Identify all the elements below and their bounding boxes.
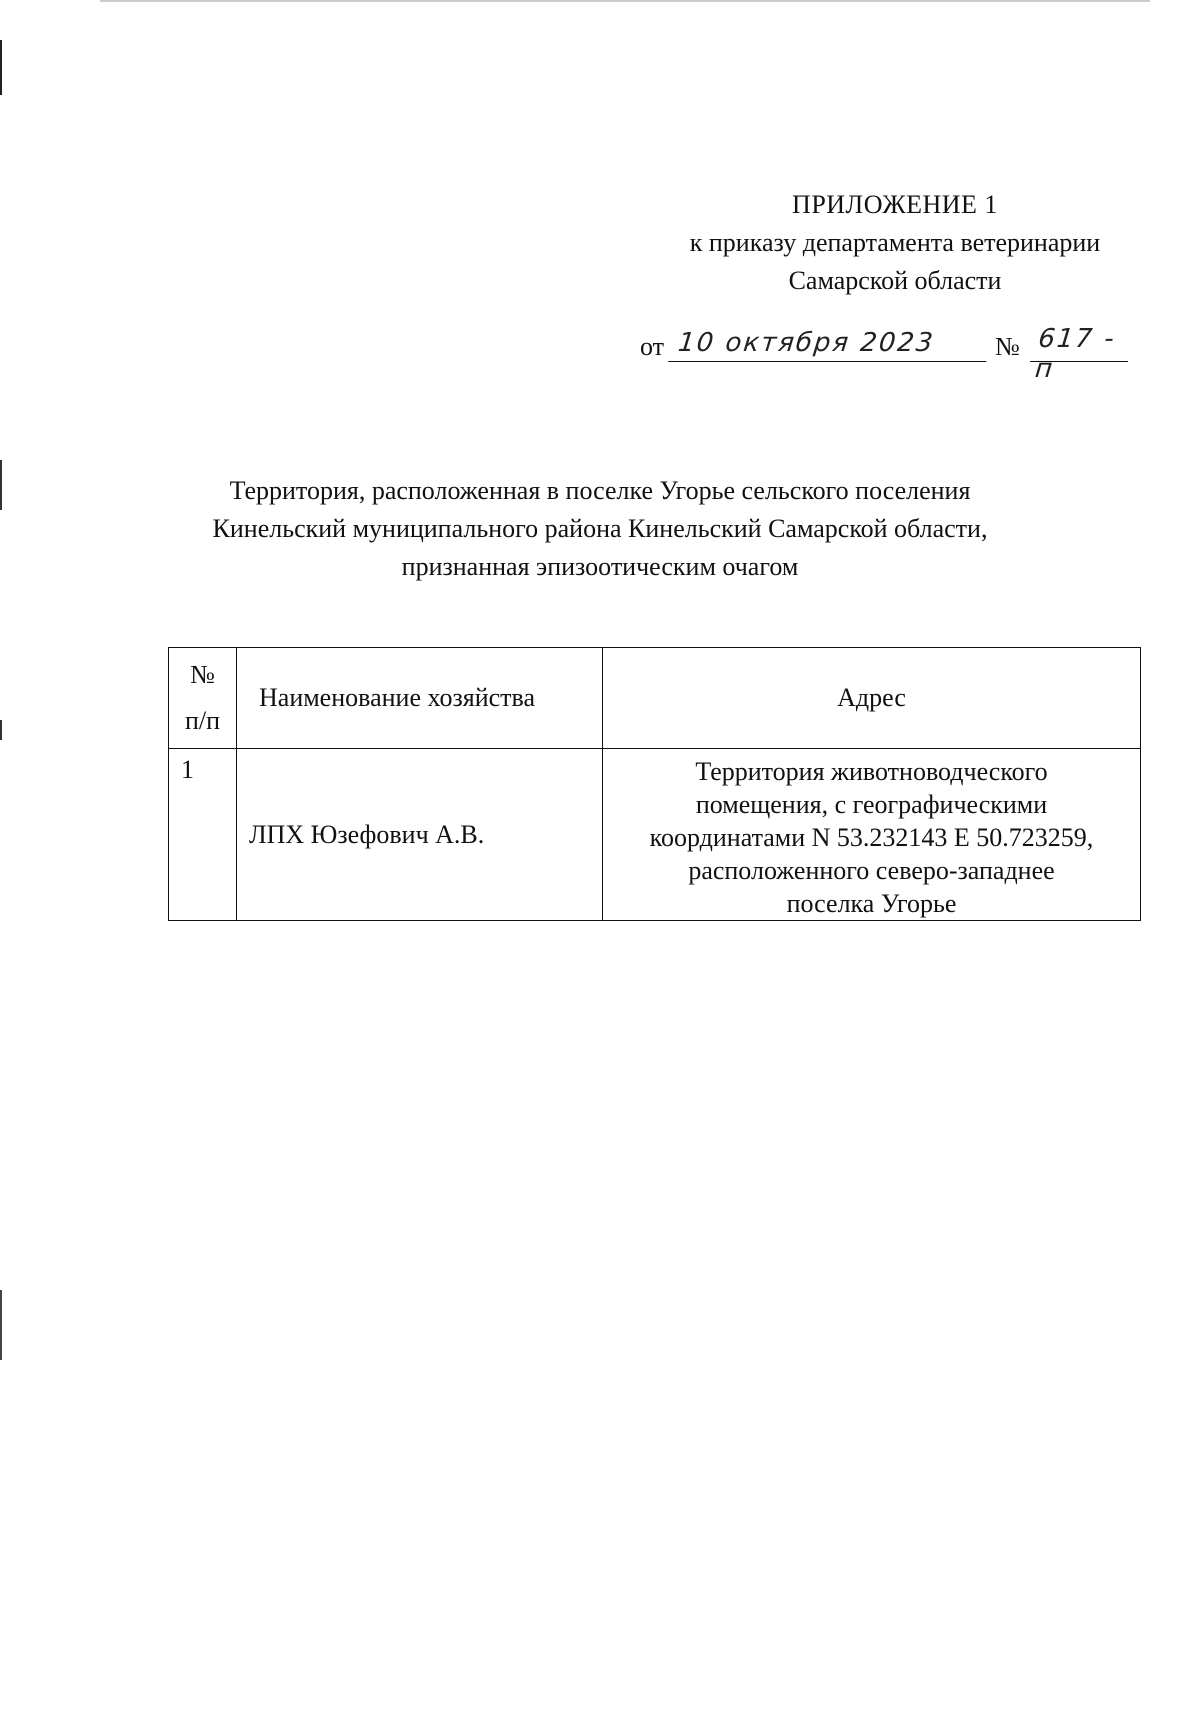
- scan-edge-top: [0, 0, 1200, 2]
- header-number: № п/п: [169, 648, 237, 749]
- order-number-label: №: [995, 332, 1020, 361]
- row-number: 1: [169, 749, 237, 921]
- address-line: расположенного северо-западнее: [688, 856, 1055, 885]
- address-line: координатами N 53.232143 E 50.723259,: [649, 823, 1094, 852]
- table-row: [169, 749, 1141, 921]
- row-farm-name: ЛПХ Юзефович А.В.: [237, 749, 603, 921]
- address-line: помещения, с географическими: [695, 790, 1048, 819]
- scan-edge-left: [0, 40, 2, 1360]
- appendix-order-reference: к приказу департамента ветеринарии: [689, 228, 1101, 257]
- document-title: [160, 472, 1040, 586]
- title-line-3: признанная эпизоотическим очагом: [401, 552, 799, 581]
- order-date-handwritten: 10 октября 2023: [668, 328, 990, 362]
- appendix-number: ПРИЛОЖЕНИЕ 1: [792, 190, 998, 219]
- appendix-region: Самарской области: [788, 266, 1002, 295]
- row-address: [603, 749, 1141, 921]
- order-line: [640, 324, 1130, 384]
- address-line: Территория животноводческого: [695, 757, 1048, 786]
- farms-table: [168, 647, 1141, 921]
- appendix-header: [660, 186, 1130, 300]
- title-line-2: Кинельский муниципального района Кинельский Самарской области,: [212, 514, 988, 543]
- address-line: поселка Угорье: [786, 889, 957, 918]
- header-address: Адрес: [603, 648, 1141, 749]
- title-line-1: Территория, расположенная в поселке Угорье сельского поселения: [229, 476, 971, 505]
- header-farm-name: Наименование хозяйства: [237, 648, 603, 749]
- table-header-row: [169, 648, 1141, 749]
- order-date-label: от: [640, 332, 665, 361]
- order-number-handwritten: 617 - п: [1030, 324, 1132, 362]
